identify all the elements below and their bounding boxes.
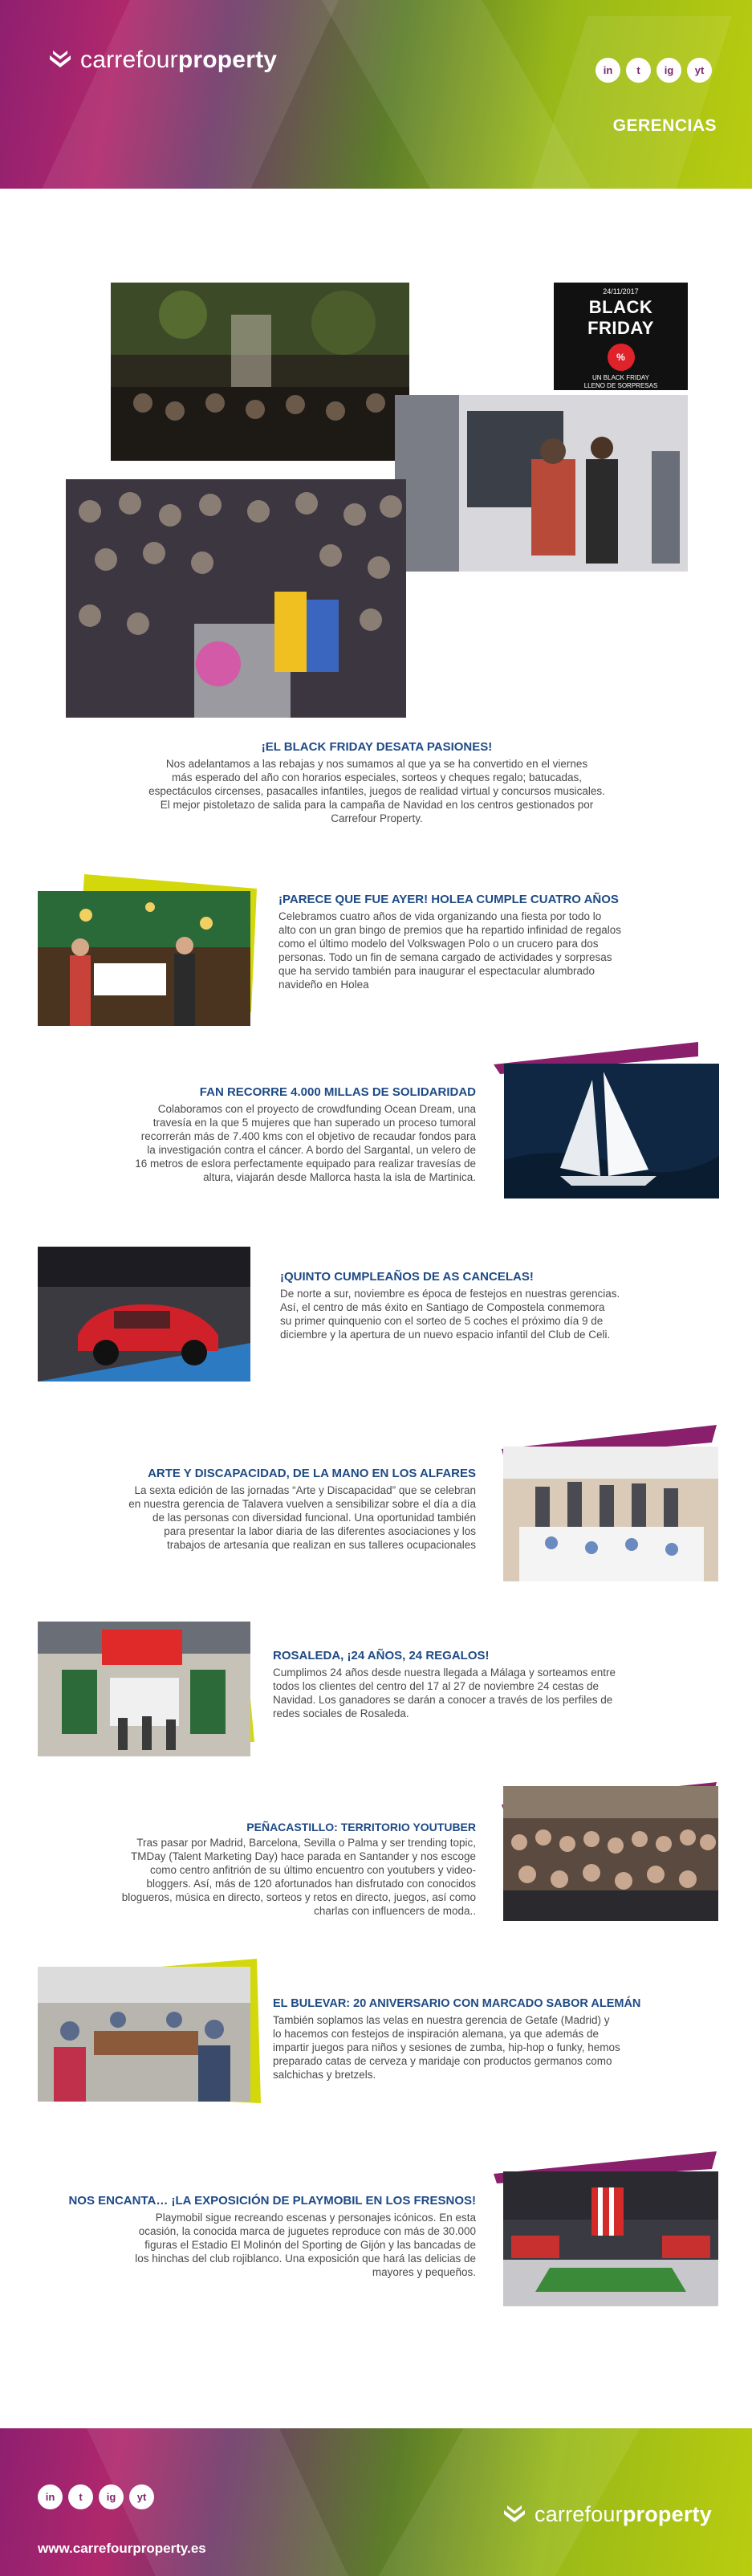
article-4-title: ¡QUINTO CUMPLEAÑOS DE AS CANCELAS! xyxy=(280,1270,534,1284)
article-1-text xyxy=(66,757,688,825)
article-9-line: Playmobil sigue recreando escenas y personajes icónicos. En esta xyxy=(155,2212,476,2224)
photo-craft-fair xyxy=(503,1447,718,1581)
article-1-line: El mejor pistoletazo de salida para la campaña de Navidad en los centros gestionados por xyxy=(160,799,594,811)
brand-logo[interactable] xyxy=(48,47,277,74)
article-4-text xyxy=(280,1287,730,1341)
photo-sailboat xyxy=(504,1064,719,1198)
article-9-text xyxy=(16,2211,476,2279)
article-8-line: impartir juegos para niños y sesiones de zumba, hip-hop o funky, hemos xyxy=(273,2041,620,2053)
photo-rosaleda-gifts xyxy=(38,1622,250,1756)
article-1-line: Nos adelantamos a las rebajas y nos sumamos al que ya se ha convertido en el viernes xyxy=(165,758,588,770)
photo-youtuber-event xyxy=(503,1786,718,1921)
article-8-line: salchichas y bretzels. xyxy=(273,2069,376,2081)
linkedin-icon[interactable]: in xyxy=(596,58,620,83)
article-7-line: Tras pasar por Madrid, Barcelona, Sevilla o Palma y ser trending topic, xyxy=(136,1837,476,1849)
brand-name-part2: property xyxy=(622,2502,712,2526)
twitter-icon[interactable]: t xyxy=(68,2484,93,2509)
article-2-line: como el último modelo del Volkswagen Polo o un crucero para dos xyxy=(278,938,599,950)
article-9-line: ocasión, la conocida marca de juguetes reproduce con más de 30.000 xyxy=(138,2225,476,2237)
article-7-line: blogueros, música en directo, sorteos y retos en directo, juegos, así como xyxy=(121,1891,476,1903)
article-5-text xyxy=(32,1483,476,1552)
brand-name-part1: carrefour xyxy=(535,2502,623,2526)
article-3-line: 16 metros de eslora perfectamente equipado para realizar travesías de xyxy=(135,1158,476,1170)
section-title: GERENCIAS xyxy=(612,116,717,135)
badge-percent: % xyxy=(608,344,635,371)
article-2-line: alto con un gran bingo de premios que ha repartido infinidad de regalos xyxy=(278,924,622,936)
footer-social-links xyxy=(38,2484,154,2509)
photo-circus-show xyxy=(111,283,409,461)
article-6-title: ROSALEDA, ¡24 AÑOS, 24 REGALOS! xyxy=(273,1649,490,1662)
article-3-line: travesía en la que 5 mujeres que han superado un proceso tumoral xyxy=(152,1117,476,1129)
youtube-icon[interactable]: yt xyxy=(687,58,712,83)
article-1-line: más esperado del año con horarios especiales, sorteos y cheques regalo; batucadas, xyxy=(171,771,583,783)
twitter-icon[interactable]: t xyxy=(626,58,651,83)
article-8-line: También soplamos las velas en nuestra gerencia de Getafe (Madrid) y xyxy=(273,2014,610,2026)
photo-virtual-reality xyxy=(395,395,688,572)
article-9-line: figuras el Estadio El Molinón del Sporting de Gijón y las bancadas de xyxy=(144,2239,476,2251)
article-2-line: que ha servido también para inaugurar el espectacular alumbrado xyxy=(278,965,595,977)
article-7-line: bloggers. Así, más de 120 afortunados han disfrutado con conocidos xyxy=(146,1878,476,1890)
article-7-line: TMDay (Talent Marketing Day) hace parada en Santander y nos escoge xyxy=(131,1850,476,1862)
article-5-line: para presentar la labor diaria de las diferentes asociaciones y los xyxy=(164,1525,476,1537)
brand-name-part2: property xyxy=(177,47,278,73)
article-9-title: NOS ENCANTA… ¡LA EXPOSICIÓN DE PLAYMOBIL EN LOS FRESNOS! xyxy=(68,2194,476,2208)
article-2-line: Celebramos cuatro años de vida organizando una fiesta por todo lo xyxy=(278,910,602,922)
photo-holea-winners xyxy=(38,891,250,1026)
article-3-line: la investigación contra el cáncer. A bordo del Sargantal, un velero de xyxy=(147,1144,476,1156)
website-link[interactable]: www.carrefourproperty.es xyxy=(38,2541,206,2556)
article-3-line: altura, viajarán desde Mallorca hasta la isla de Martinica. xyxy=(203,1171,476,1183)
youtube-icon[interactable]: yt xyxy=(129,2484,154,2509)
carrefour-logo-icon xyxy=(48,49,72,71)
article-1-line: espectáculos circenses, pasacalles infantiles, juegos de realidad virtual y concursos musicales. xyxy=(148,785,605,797)
article-3-line: Colaboramos con el proyecto de crowdfunding Ocean Dream, una xyxy=(157,1103,476,1115)
social-links xyxy=(596,58,712,83)
article-7-title: PEÑACASTILLO: TERRITORIO YOUTUBER xyxy=(246,1821,476,1833)
linkedin-icon[interactable]: in xyxy=(38,2484,63,2509)
instagram-icon[interactable]: ig xyxy=(99,2484,124,2509)
article-2-line: navideño en Holea xyxy=(278,979,369,991)
article-4-line: diciembre y la apertura de un nuevo espacio infantil del Club de Celi. xyxy=(280,1329,611,1341)
badge-date: 24/11/2017 xyxy=(603,287,639,295)
article-4-line: De norte a sur, noviembre es época de festejos en nuestras gerencias. xyxy=(280,1288,620,1300)
article-7-line: como centro anfitrión de su último encuentro con youtubers y video- xyxy=(150,1864,476,1876)
badge-subtitle-2: LLENO DE SORPRESAS xyxy=(583,382,658,389)
carrefour-logo-icon xyxy=(502,2504,526,2526)
article-6-line: Cumplimos 24 años desde nuestra llegada a Málaga y sorteamos entre xyxy=(273,1666,616,1679)
article-5-line: La sexta edición de las jornadas “Arte y Discapacidad” que se celebran xyxy=(134,1484,476,1496)
article-5-line: en nuestra gerencia de Talavera vuelven a sensibilizar sobre el día a día xyxy=(128,1498,476,1510)
photo-playmobil-stadium xyxy=(503,2171,718,2306)
article-5-line: de las personas con diversidad funcional. Una oportunidad también xyxy=(152,1512,476,1524)
article-2-line: personas. Todo un fin de semana cargado de actividades y sorpresas xyxy=(278,951,612,963)
article-8-line: lo hacemos con festejos de inspiración alemana, ya que además de xyxy=(273,2028,599,2040)
article-8-text xyxy=(273,2013,726,2082)
article-4-line: Así, el centro de más éxito en Santiago de Compostela conmemora xyxy=(280,1301,605,1313)
photo-crowd-parade xyxy=(66,479,406,718)
article-7-line: charlas con influencers de moda.. xyxy=(314,1905,476,1917)
article-6-line: Navidad. Los ganadores se darán a conocer a través de los perfiles de xyxy=(273,1694,613,1706)
badge-subtitle-1: UN BLACK FRIDAY xyxy=(592,374,649,381)
footer-brand-logo[interactable] xyxy=(502,2502,712,2527)
black-friday-badge xyxy=(554,283,688,390)
article-6-text xyxy=(273,1666,722,1720)
article-5-title: ARTE Y DISCAPACIDAD, DE LA MANO EN LOS ALFARES xyxy=(148,1467,476,1480)
article-7-text xyxy=(32,1836,476,1918)
article-3-text xyxy=(32,1102,476,1184)
instagram-icon[interactable]: ig xyxy=(656,58,681,83)
photo-bulevar-party xyxy=(38,1967,250,2102)
footer-banner xyxy=(0,2428,752,2576)
header-banner xyxy=(0,0,752,189)
article-2-title: ¡PARECE QUE FUE AYER! HOLEA CUMPLE CUATRO AÑOS xyxy=(278,893,619,906)
article-6-line: todos los clientes del centro del 17 al 27 de noviembre 24 cestas de xyxy=(273,1680,600,1692)
article-8-title: EL BULEVAR: 20 ANIVERSARIO CON MARCADO SABOR ALEMÁN xyxy=(273,1997,641,2010)
article-1-line: Carrefour Property. xyxy=(331,812,423,824)
article-3-line: recorrerán más de 7.400 kms con el objetivo de recaudar fondos para xyxy=(140,1130,476,1142)
photo-car-prize xyxy=(38,1247,250,1382)
article-9-line: los hinchas del club rojiblanco. Una exposición que hará las delicias de xyxy=(135,2252,476,2265)
article-5-line: trabajos de artesanía que realizan en sus talleres ocupacionales xyxy=(167,1539,476,1551)
article-8-line: preparado catas de cerveza y maridaje con productos germanos como xyxy=(273,2055,612,2067)
brand-name-part1: carrefour xyxy=(80,47,178,73)
article-4-line: su primer quinquenio con el sorteo de 5 coches el próximo día 9 de xyxy=(280,1315,604,1327)
article-9-line: mayores y pequeños. xyxy=(372,2266,476,2278)
article-3-title: FAN RECORRE 4.000 MILLAS DE SOLIDARIDAD xyxy=(199,1085,476,1099)
article-1-title: ¡EL BLACK FRIDAY DESATA PASIONES! xyxy=(261,740,493,754)
article-2-text xyxy=(278,910,728,991)
badge-title: BLACK FRIDAY xyxy=(587,297,654,338)
article-6-line: redes sociales de Rosaleda. xyxy=(273,1707,409,1719)
